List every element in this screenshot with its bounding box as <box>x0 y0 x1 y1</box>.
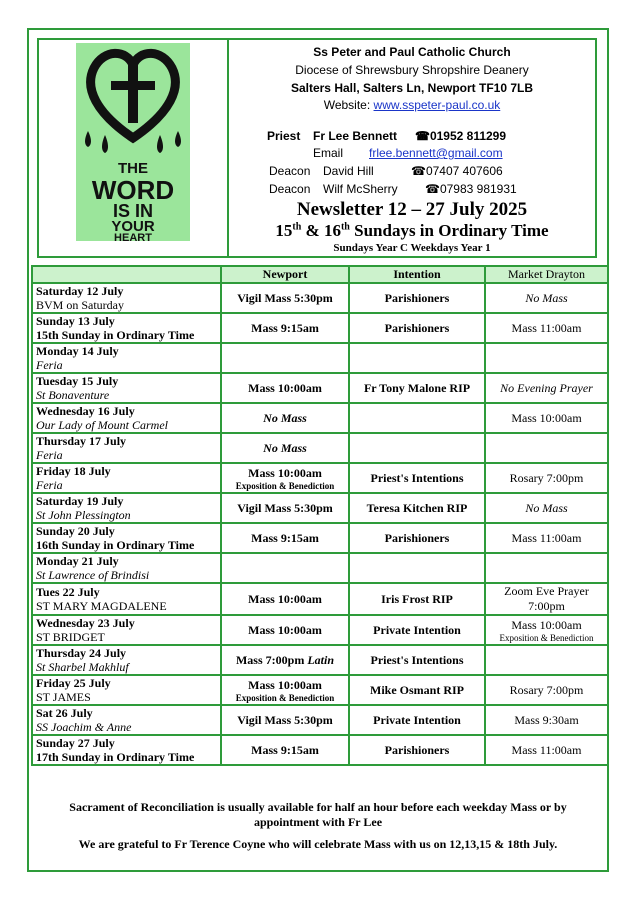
feast-label: St Sharbel Makhluf <box>36 660 129 674</box>
year-cycle: Sundays Year C Weekdays Year 1 <box>333 242 491 254</box>
day-cell <box>32 373 221 403</box>
feast-label: 16th Sunday in Ordinary Time <box>36 538 195 552</box>
newport-cell <box>221 493 349 523</box>
market-drayton-text: No Mass <box>525 290 568 305</box>
logo-line5: HEART <box>114 232 152 241</box>
deacon2-name: Wilf McSherry <box>323 182 398 196</box>
day-cell <box>32 523 221 553</box>
day-cell <box>32 433 221 463</box>
feast-label: 15th Sunday in Ordinary Time <box>36 328 195 342</box>
intention-cell: Fr Tony Malone RIP <box>349 373 485 403</box>
newport-cell <box>221 283 349 313</box>
header-newport: Newport <box>221 266 349 283</box>
priest-phone: ☎01952 811299 <box>415 129 507 143</box>
intention-cell <box>349 403 485 433</box>
market-drayton-cell <box>485 523 608 553</box>
table-header-row <box>32 266 608 283</box>
market-drayton-cell <box>485 705 608 735</box>
newport-cell <box>221 523 349 553</box>
market-drayton-text: Rosary 7:00pm <box>509 470 584 485</box>
newport-cell <box>221 553 349 583</box>
newport-text: Mass 9:15am <box>251 530 319 545</box>
market-drayton-text: Zoom Eve Prayer 7:00pm <box>504 584 589 613</box>
intention-cell: Private Intention <box>349 705 485 735</box>
logo-line3: IS IN <box>112 201 154 221</box>
day-label: Wednesday 23 July <box>36 616 135 630</box>
table-row <box>32 343 608 373</box>
market-drayton-text: Rosary 7:00pm <box>509 682 584 697</box>
feast-label: Our Lady of Mount Carmel <box>36 418 168 432</box>
day-cell <box>32 645 221 675</box>
website-label: Website: <box>323 98 371 112</box>
newport-cell <box>221 343 349 373</box>
newport-subnote: Exposition & Benediction <box>235 480 335 491</box>
newport-cell <box>221 675 349 705</box>
day-cell <box>32 343 221 373</box>
newport-text: Mass 10:00am <box>248 622 322 637</box>
header-market-drayton: Market Drayton <box>485 266 608 283</box>
newport-subnote: Exposition & Benediction <box>235 692 335 703</box>
table-row <box>32 583 608 615</box>
newport-cell <box>221 705 349 735</box>
table-row <box>32 493 608 523</box>
day-cell <box>32 675 221 705</box>
market-drayton-cell <box>485 373 608 403</box>
feast-label: Feria <box>36 358 63 372</box>
feast-label: 17th Sunday in Ordinary Time <box>36 750 195 764</box>
newport-cell <box>221 313 349 343</box>
day-cell <box>32 313 221 343</box>
day-label: Thursday 17 July <box>36 434 127 448</box>
market-drayton-cell <box>485 493 608 523</box>
day-cell <box>32 493 221 523</box>
market-drayton-cell <box>485 553 608 583</box>
table-row <box>32 463 608 493</box>
intention-cell <box>349 433 485 463</box>
day-label: Monday 14 July <box>36 344 119 358</box>
day-cell <box>32 463 221 493</box>
feast-label: ST MARY MAGDALENE <box>36 599 167 613</box>
newport-text: Vigil Mass 5:30pm <box>237 712 333 727</box>
market-drayton-cell <box>485 313 608 343</box>
feast-label: ST BRIDGET <box>36 630 105 644</box>
market-drayton-cell <box>485 403 608 433</box>
day-label: Wednesday 16 July <box>36 404 135 418</box>
intention-cell: Parishioners <box>349 735 485 765</box>
intention-cell: Priest's Intentions <box>349 463 485 493</box>
market-drayton-cell <box>485 463 608 493</box>
feast-label: BVM on Saturday <box>36 298 124 312</box>
newport-cell <box>221 373 349 403</box>
day-label: Sat 26 July <box>36 706 93 720</box>
address: Salters Hall, Salters Ln, Newport TF10 7LB <box>290 81 534 95</box>
table-row <box>32 283 608 313</box>
priest-role: Priest <box>267 129 301 143</box>
intention-cell: Parishioners <box>349 313 485 343</box>
newport-cell <box>221 615 349 645</box>
market-drayton-text: Mass 11:00am <box>511 742 582 757</box>
day-label: Friday 25 July <box>36 676 111 690</box>
newport-cell <box>221 433 349 463</box>
feast-label: Feria <box>36 478 63 492</box>
intention-cell: Parishioners <box>349 523 485 553</box>
market-drayton-text: Mass 10:00am <box>511 617 582 632</box>
church-info <box>229 40 595 256</box>
market-drayton-text: Mass 9:30am <box>514 712 579 727</box>
feast-label: St John Plessington <box>36 508 131 522</box>
day-label: Saturday 12 July <box>36 284 124 298</box>
table-row <box>32 553 608 583</box>
newport-text: Mass 10:00am <box>248 591 322 606</box>
reconciliation-note: Sacrament of Reconciliation is usually available for half an hour before each weekday Mass or by appointment with Fr Lee <box>69 800 567 829</box>
table-row <box>32 735 608 765</box>
day-cell <box>32 705 221 735</box>
day-label: Tuesday 15 July <box>36 374 119 388</box>
day-cell <box>32 403 221 433</box>
newport-text: Vigil Mass 5:30pm <box>237 290 333 305</box>
market-drayton-cell <box>485 283 608 313</box>
day-cell <box>32 615 221 645</box>
intention-cell: Private Intention <box>349 615 485 645</box>
market-drayton-text: No Mass <box>525 500 568 515</box>
deacon1-phone: ☎07407 407606 <box>411 164 503 178</box>
day-label: Sunday 27 July <box>36 736 115 750</box>
feast-label: ST JAMES <box>36 690 91 704</box>
heart-cross-icon <box>76 43 190 241</box>
newport-text: Mass 9:15am <box>251 320 319 335</box>
day-label: Saturday 19 July <box>36 494 124 508</box>
mass-schedule-table <box>31 265 609 766</box>
intention-cell: Teresa Kitchen RIP <box>349 493 485 523</box>
market-drayton-cell <box>485 615 608 645</box>
church-name: Ss Peter and Paul Catholic Church <box>313 45 511 59</box>
table-row <box>32 675 608 705</box>
logo-line2: WORD <box>91 175 175 205</box>
newport-text: No Mass <box>263 410 307 425</box>
intention-cell: Priest's Intentions <box>349 645 485 675</box>
website-link[interactable]: www.sspeter-paul.co.uk <box>373 98 501 112</box>
grateful-note: We are grateful to Fr Terence Coyne who will celebrate Mass with us on 12,13,15 & 18th July. <box>78 837 558 851</box>
newport-text: Mass 10:00am <box>248 465 322 480</box>
intention-cell <box>349 343 485 373</box>
market-drayton-text: Mass 10:00am <box>511 410 582 425</box>
market-drayton-cell <box>485 735 608 765</box>
feast-label: St Bonaventure <box>36 388 110 402</box>
day-cell <box>32 553 221 583</box>
day-cell <box>32 735 221 765</box>
day-label: Monday 21 July <box>36 554 119 568</box>
table-row <box>32 313 608 343</box>
market-drayton-text: Mass 11:00am <box>511 320 582 335</box>
header-box <box>37 38 597 258</box>
logo-line1: THE <box>118 160 148 177</box>
newport-text: Mass 9:15am <box>251 742 319 757</box>
feast-label: SS Joachim & Anne <box>36 720 132 734</box>
day-label: Thursday 24 July <box>36 646 127 660</box>
table-row <box>32 373 608 403</box>
feast-label: Feria <box>36 448 63 462</box>
day-cell <box>32 283 221 313</box>
newport-cell <box>221 583 349 615</box>
newport-cell <box>221 645 349 675</box>
day-label: Friday 18 July <box>36 464 111 478</box>
intention-cell: Mike Osmant RIP <box>349 675 485 705</box>
day-label: Sunday 20 July <box>36 524 115 538</box>
deacon1-role: Deacon <box>269 164 311 178</box>
newport-extra: Latin <box>307 652 334 667</box>
table-row <box>32 433 608 463</box>
newsletter-title: Newsletter 12 – 27 July 2025 <box>296 199 528 220</box>
table-row <box>32 615 608 645</box>
newport-cell <box>221 735 349 765</box>
market-drayton-text: Mass 11:00am <box>511 530 582 545</box>
deacon1-name: David Hill <box>323 164 374 178</box>
newport-text: No Mass <box>263 440 307 455</box>
sundays-title: 15th & 16th Sundays in Ordinary Time <box>275 221 549 240</box>
table-row <box>32 645 608 675</box>
market-drayton-cell <box>485 645 608 675</box>
word-in-heart-logo <box>76 43 190 241</box>
table-row <box>32 403 608 433</box>
market-drayton-cell <box>485 433 608 463</box>
table-row <box>32 523 608 553</box>
deacon2-phone: ☎07983 981931 <box>425 182 517 196</box>
header-intention: Intention <box>349 266 485 283</box>
newport-cell <box>221 463 349 493</box>
day-cell <box>32 583 221 615</box>
day-label: Tues 22 July <box>36 585 100 599</box>
day-label: Sunday 13 July <box>36 314 115 328</box>
intention-cell: Parishioners <box>349 283 485 313</box>
newport-text: Mass 10:00am <box>248 677 322 692</box>
market-drayton-cell <box>485 343 608 373</box>
newport-cell <box>221 403 349 433</box>
newport-text: Mass 7:00pm <box>235 652 305 667</box>
market-drayton-text: No Evening Prayer <box>500 380 593 395</box>
email-link[interactable]: frlee.bennett@gmail.com <box>369 146 503 160</box>
newport-text: Mass 10:00am <box>248 380 322 395</box>
logo-cell <box>39 40 229 256</box>
intention-cell: Iris Frost RIP <box>349 583 485 615</box>
market-drayton-cell <box>485 583 608 615</box>
intention-cell <box>349 553 485 583</box>
website-line <box>229 98 595 112</box>
diocese: Diocese of Shrewsbury Shropshire Deanery <box>295 63 529 77</box>
market-drayton-cell <box>485 675 608 705</box>
logo-line4: YOUR <box>111 218 155 235</box>
deacon2-role: Deacon <box>269 182 311 196</box>
newport-text: Vigil Mass 5:30pm <box>237 500 333 515</box>
header-day <box>32 266 221 283</box>
market-drayton-subnote: Exposition & Benediction <box>499 632 594 643</box>
email-label: Email <box>313 146 344 160</box>
feast-label: St Lawrence of Brindisi <box>36 568 150 582</box>
priest-name: Fr Lee Bennett <box>313 129 398 143</box>
table-row <box>32 705 608 735</box>
